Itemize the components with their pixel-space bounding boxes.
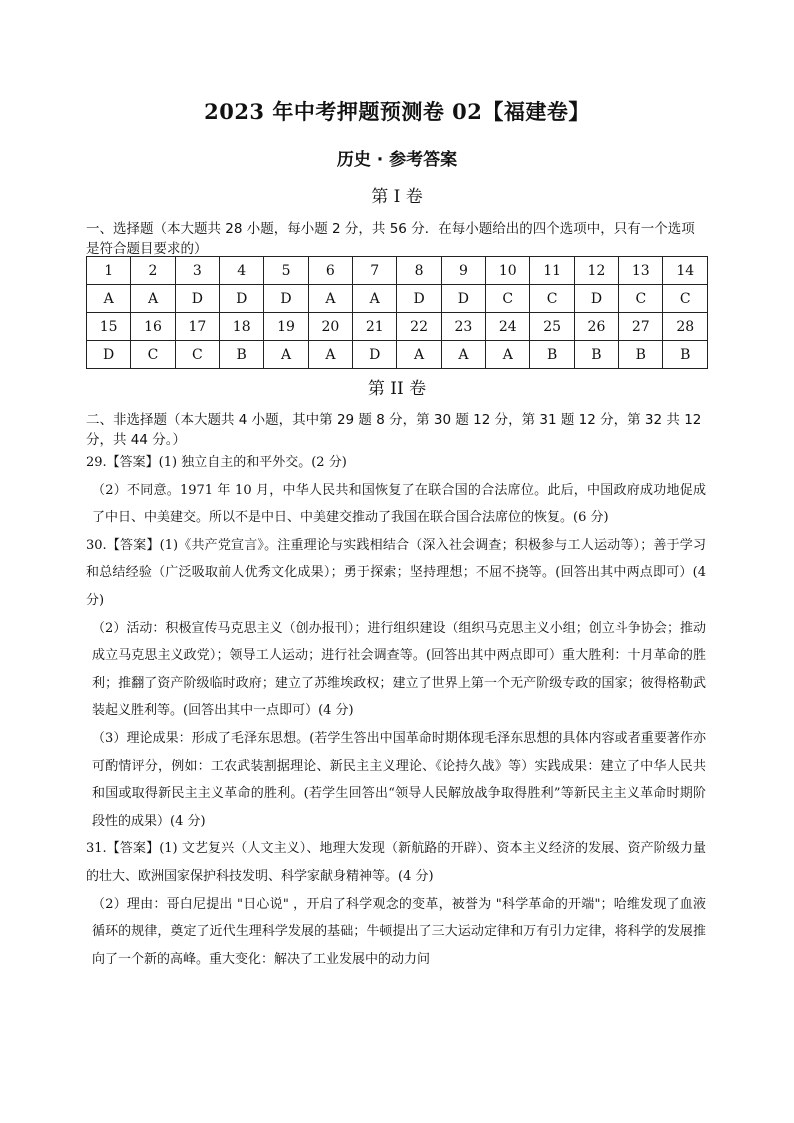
table-cell: A xyxy=(308,341,352,369)
table-cell: D xyxy=(397,285,441,313)
table-cell: 21 xyxy=(353,313,397,341)
table-cell: 19 xyxy=(264,313,308,341)
table-cell: 15 xyxy=(87,313,131,341)
answer-paragraph: （2）活动：积极宣传马克思主义（创办报刊）；进行组织建设（组织马克思主义小组；创立斗争协会；推动成立马克思主义政党）；领导工人运动；进行社会调查等。(回答出其中两点即可）重大胜利：十月革命的胜利；推翻了资产阶级临时政府；建立了苏维埃政权；建立了世界上第一个无产阶级专政的国家；彼得格勒武装起义胜利等。(回答出其中一点即可）(4 分) xyxy=(92,620,706,719)
table-cell: 26 xyxy=(574,313,618,341)
table-cell: D xyxy=(220,285,264,313)
table-row xyxy=(87,285,708,313)
table-cell: 2 xyxy=(131,257,175,285)
answer-paragraph: 30.【答案】(1)《共产党宣言》。注重理论与实践相结合（深入社会调查；积极参与工人运动等）；善于学习和总结经验（广泛吸取前人优秀文化成果）；勇于探索；坚持理想；不屈不挠等。(回答出其中两点即可）(4 分) xyxy=(86,537,706,608)
table-cell: 24 xyxy=(486,313,530,341)
table-cell: C xyxy=(530,285,574,313)
table-cell: 13 xyxy=(619,257,663,285)
table-cell: C xyxy=(619,285,663,313)
volume-1-heading: 第 I 卷 xyxy=(371,187,423,207)
table-cell: 1 xyxy=(87,257,131,285)
table-cell: 5 xyxy=(264,257,308,285)
table-cell: 11 xyxy=(530,257,574,285)
table-cell: 10 xyxy=(486,257,530,285)
table-cell: 20 xyxy=(308,313,352,341)
table-cell: A xyxy=(441,341,485,369)
table-cell: 28 xyxy=(663,313,708,341)
table-cell: 12 xyxy=(574,257,618,285)
table-cell: D xyxy=(264,285,308,313)
table-row xyxy=(87,257,708,285)
answer-paragraph: 29.【答案】(1) 独立自主的和平外交。(2 分) xyxy=(86,455,347,470)
answer-paragraph: 31.【答案】(1) 文艺复兴（人文主义）、地理大发现（新航路的开辟）、资本主义经济的发展、资产阶级力量的壮大、欧洲国家保护科技发明、科学家献身精神等。(4 分) xyxy=(86,841,706,884)
table-cell: 4 xyxy=(220,257,264,285)
table-cell: B xyxy=(530,341,574,369)
table-cell: 22 xyxy=(397,313,441,341)
table-cell: 9 xyxy=(441,257,485,285)
table-cell: D xyxy=(87,341,131,369)
table-cell: D xyxy=(441,285,485,313)
table-cell: B xyxy=(574,341,618,369)
table-cell: 3 xyxy=(175,257,219,285)
page-subtitle: 历史 · 参考答案 xyxy=(336,150,458,170)
table-cell: C xyxy=(131,341,175,369)
volume-2-heading: 第 II 卷 xyxy=(367,379,427,399)
table-cell: D xyxy=(175,285,219,313)
table-cell: 14 xyxy=(663,257,708,285)
table-cell: B xyxy=(619,341,663,369)
table-cell: D xyxy=(574,285,618,313)
page-title: 2023 年中考押题预测卷 02【福建卷】 xyxy=(204,99,590,124)
table-cell: 23 xyxy=(441,313,485,341)
table-cell: 17 xyxy=(175,313,219,341)
section-2-heading: 二、非选择题（本大题共 4 小题，其中第 29 题 8 分，第 30 题 12 分，第 31 题 12 分，第 32 共 12 分，共 44 分。） xyxy=(86,412,702,448)
answer-table xyxy=(86,256,708,369)
answer-paragraph: （3）理论成果：形成了毛泽东思想。(若学生答出中国革命时期体现毛泽东思想的具体内容或者重要著作亦可酌情评分，例如：工农武装割据理论、新民主主义理论、《论持久战》等）实践成果：建立了中华人民共和国或取得新民主主义革命的胜利。(若学生回答出“领导人民解放战争取得胜利”等新民主主义革命时期阶段性的成果）(4 分) xyxy=(92,730,706,829)
table-cell: A xyxy=(353,285,397,313)
answer-paragraph: （2）理由：哥白尼提出 "日心说" ，开启了科学观念的变革，被誉为 "科学革命的开端"；哈维发现了血液循环的规律，奠定了近代生理科学发展的基础；牛顿提出了三大运动定律和万有引力定律，将科学的发展推向了一个新的高峰。重大变化：解决了工业发展中的动力问 xyxy=(92,896,706,967)
table-row xyxy=(87,313,708,341)
table-cell: B xyxy=(220,341,264,369)
answer-explanations xyxy=(86,449,706,973)
table-cell: 16 xyxy=(131,313,175,341)
table-cell: C xyxy=(486,285,530,313)
table-cell: A xyxy=(397,341,441,369)
table-cell: 8 xyxy=(397,257,441,285)
table-cell: C xyxy=(175,341,219,369)
table-cell: A xyxy=(308,285,352,313)
table-cell: 6 xyxy=(308,257,352,285)
table-cell: C xyxy=(663,285,708,313)
table-cell: 27 xyxy=(619,313,663,341)
table-cell: A xyxy=(486,341,530,369)
table-cell: A xyxy=(131,285,175,313)
table-row xyxy=(87,341,708,369)
table-cell: 7 xyxy=(353,257,397,285)
table-cell: D xyxy=(353,341,397,369)
table-cell: 18 xyxy=(220,313,264,341)
table-cell: A xyxy=(87,285,131,313)
table-cell: 25 xyxy=(530,313,574,341)
section-1-heading: 一、选择题（本大题共 28 小题，每小题 2 分，共 56 分．在每小题给出的四个选项中，只有一个选项是符合题目要求的） xyxy=(86,221,695,257)
table-cell: B xyxy=(663,341,708,369)
answer-paragraph: （2）不同意。1971 年 10 月，中华人民共和国恢复了在联合国的合法席位。此后，中国政府成功地促成了中日、中美建交。所以不是中日、中美建交推动了我国在联合国合法席位的恢复。(6 分) xyxy=(92,482,706,526)
table-cell: A xyxy=(264,341,308,369)
